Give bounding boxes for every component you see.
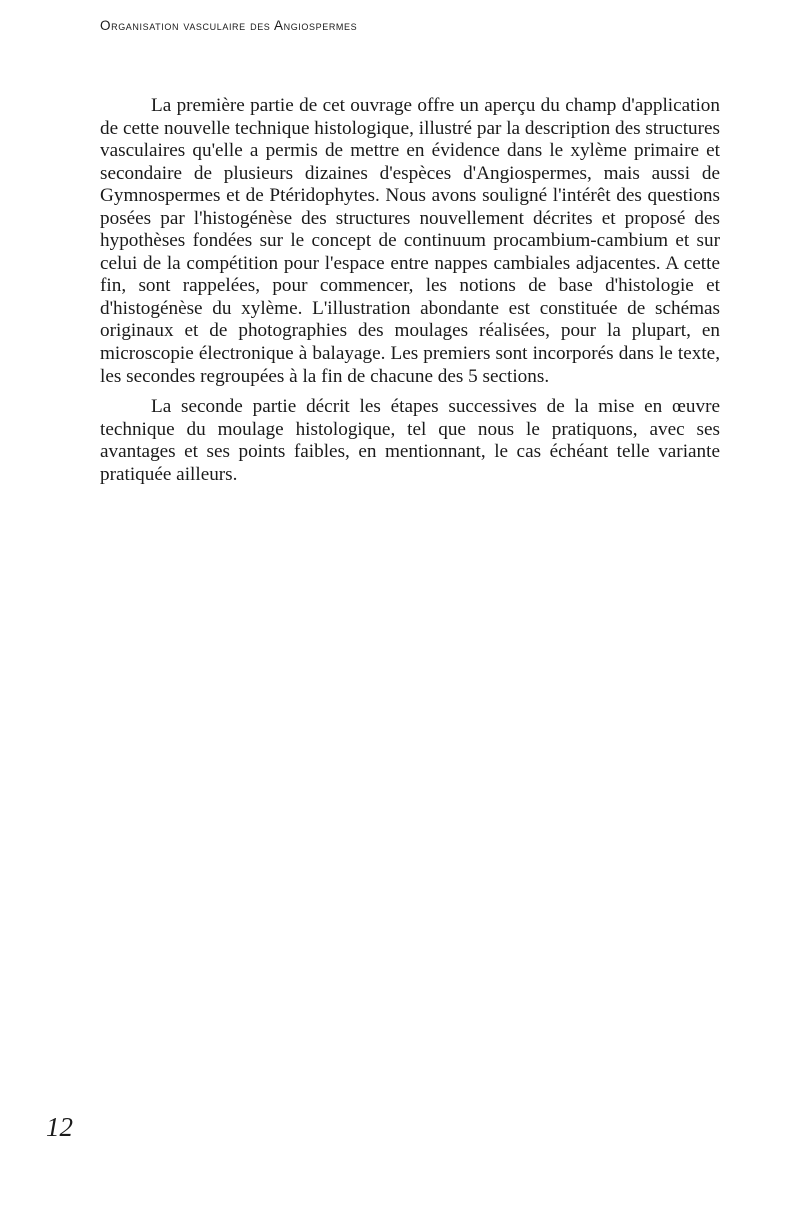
page-number: 12 [46,1112,73,1142]
running-head-title: Organisation vasculaire des Angiospermes [100,18,358,33]
body-text [100,95,720,486]
paragraph-2: La seconde partie décrit les étapes successives de la mise en œuvre technique du moulage histologique, tel que nous le pratiquons, avec ses avantages et ses points faibles, en mentionnant, le cas échéant telle variante pratiquée ailleurs. [100,396,720,485]
paragraph-1: La première partie de cet ouvrage offre un aperçu du champ d'application de cette nouvelle technique histologique, illustré par la description des structures vasculaires qu'elle a permis de mettre en évidence dans le xylème primaire et secondaire de plusieurs dizaines d'espèces d'Angiospermes, mais aussi de Gymnospermes et de Ptéridophytes. Nous avons souligné l'intérêt des questions posées par l'histogénèse des structures nouvellement décrites et proposé des hypothèses fondées sur le concept de continuum procambium-cambium et sur celui de la compétition pour l'espace entre nappes cambiales adjacentes. A cette fin, sont rappelées, pour commencer, les notions de base d'histologie et d'histogénèse du xylème. L'illustration abondante est constituée de schémas originaux et de photographies des moulages réalisées, pour la plupart, en microscopie électronique à balayage. Les premiers sont incorporés dans le texte, les secondes regroupées à la fin de chacune des 5 sections. [100,95,720,387]
